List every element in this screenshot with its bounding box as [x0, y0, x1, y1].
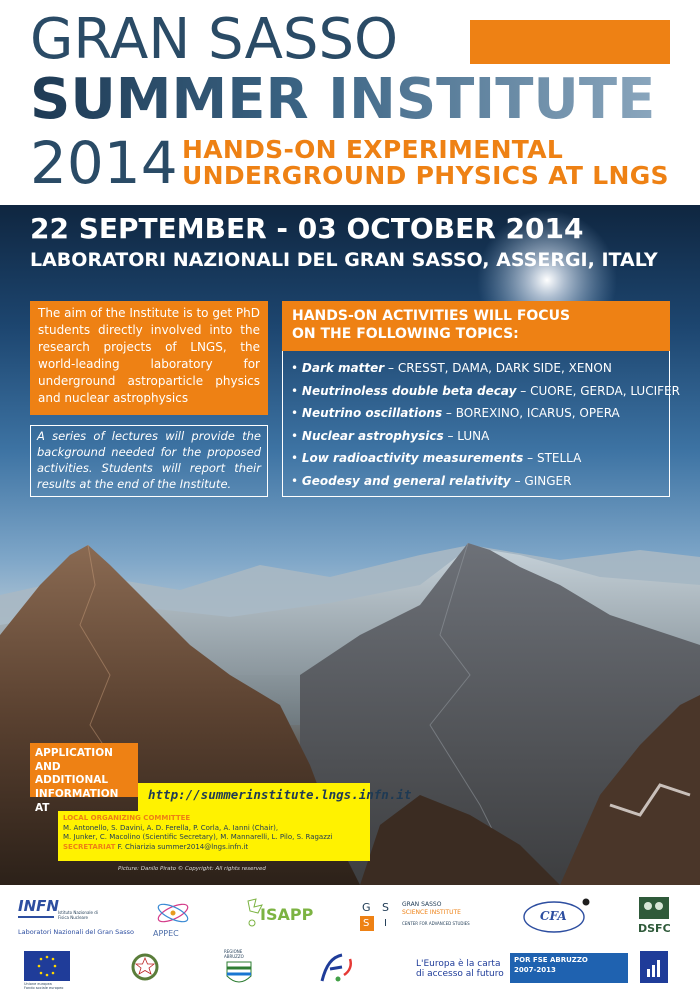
- emblem-icon: [130, 951, 160, 985]
- isapp-logo: [244, 897, 316, 931]
- topic-name: Low radioactivity measurements: [301, 451, 524, 466]
- topics-heading: [282, 301, 670, 351]
- subtitle-line-2: UNDERGROUND PHYSICS AT LNGS: [182, 161, 669, 191]
- lectures-box: A series of lectures will provide the background needed for the proposed activities. Students will report their results at the end of the Institute.: [30, 425, 268, 497]
- secretariat-label: SECRETARIAT: [63, 842, 116, 851]
- dsfc-wordmark: DSFC: [638, 922, 671, 935]
- title-summer-institute: SUMMER INSTITUTE: [30, 67, 656, 132]
- gssi-name-1: GRAN SASSO: [402, 901, 442, 908]
- list-item: • Nuclear astrophysics – LUNA: [291, 428, 490, 443]
- secretariat-contact: F. Chiarizia summer2014@lngs.infn.it: [117, 842, 249, 851]
- por-label-2: 2007-2013: [514, 966, 556, 974]
- institute-url-link[interactable]: http://summerinstitute.lngs.infn.it: [148, 787, 412, 802]
- topic-name: Nuclear astrophysics: [301, 428, 444, 443]
- subtitle: [182, 137, 669, 190]
- infn-logo: [18, 897, 134, 939]
- eu-logo: [24, 951, 70, 991]
- gssi-name-3: CENTER FOR ADVANCED STUDIES: [402, 921, 470, 926]
- application-label-box: [30, 743, 138, 814]
- cfa-wordmark: CFA: [540, 909, 567, 923]
- gssi-letter: G: [362, 901, 371, 914]
- topics-heading-line-1: HANDS-ON ACTIVITIES WILL FOCUS: [292, 308, 571, 324]
- event-venue: LABORATORI NAZIONALI DEL GRAN SASSO, ASSERGI, ITALY: [30, 249, 658, 271]
- url-box: [138, 783, 412, 811]
- europa-slogan-1: L'Europa è la carta: [416, 959, 501, 969]
- topic-experiments: LUNA: [457, 428, 490, 443]
- application-label-2: AND ADDITIONAL: [35, 760, 109, 787]
- topics-list: [282, 351, 680, 497]
- list-item: • Geodesy and general relativity – GINGER: [291, 473, 572, 488]
- topic-experiments: BOREXINO, ICARUS, OPERA: [455, 406, 620, 421]
- topic-name: Neutrino oscillations: [301, 406, 443, 421]
- eu-flag-icon: [24, 951, 70, 981]
- dsfc-logo: [638, 897, 672, 941]
- appec-icon: [148, 899, 198, 927]
- isapp-wordmark: ISAPP: [260, 905, 314, 924]
- gssi-letter: I: [384, 918, 387, 929]
- topic-name: Geodesy and general relativity: [301, 473, 511, 488]
- topic-experiments: STELLA: [536, 451, 582, 466]
- europa-slogan: [416, 959, 508, 985]
- topics-heading-line-2: ON THE FOLLOWING TOPICS:: [292, 326, 519, 343]
- topic-name: Neutrinoless double beta decay: [301, 383, 517, 398]
- cfa-logo: [520, 897, 592, 935]
- organizing-committee: [58, 811, 370, 861]
- header-orange-bar: [470, 20, 670, 64]
- regione-label-2: ABRUZZO: [224, 954, 244, 959]
- title-year: 2014: [30, 129, 178, 197]
- europa-slogan-2: di accesso al futuro: [416, 969, 504, 980]
- list-item: • Neutrino oscillations – BOREXINO, ICARUS, OPERA: [291, 406, 620, 421]
- list-item: • Low radioactivity measurements – STELLA: [291, 451, 582, 466]
- infn-wordmark: INFN: [18, 897, 59, 915]
- topic-experiments: CUORE, GERDA, LUCIFER: [530, 383, 680, 398]
- infn-fullname: Istituto Nazionale di Fisica Nucleare: [58, 910, 98, 920]
- gssi-logo: [360, 899, 480, 939]
- gssi-letter: S: [382, 901, 389, 914]
- sponsor-logos: [0, 885, 700, 997]
- regione-shield-icon: [225, 960, 253, 988]
- fse-icon: [316, 951, 358, 985]
- lngs-name: Laboratori Nazionali del Gran Sasso: [18, 928, 134, 936]
- committee-label: LOCAL ORGANIZING COMMITTEE: [63, 814, 191, 822]
- gssi-name-2: SCIENCE INSTITUTE: [402, 909, 461, 916]
- photo-credit: Picture: Danilo Pirato © Copyright: All rights reserved: [118, 866, 266, 872]
- fse-logo: [316, 951, 358, 985]
- title-gran-sasso: GRAN SASSO: [30, 7, 399, 72]
- list-item: • Dark matter – CRESST, DAMA, DARK SIDE, XENON: [291, 361, 612, 375]
- regione-abruzzo-logo: [222, 949, 256, 989]
- por-fse-abruzzo-logo: [510, 951, 670, 987]
- appec-wordmark: APPEC: [153, 929, 179, 938]
- italian-republic-emblem: [130, 951, 160, 985]
- committee-members-2: M. Junker, C. Macolino (Scientific Secretary), M. Mannarelli, L. Pilo, S. Ragazzi: [63, 833, 333, 842]
- mountain-hero: [0, 205, 700, 885]
- gssi-letter: S: [363, 918, 370, 929]
- por-label-1: POR FSE ABRUZZO: [514, 956, 588, 964]
- topic-experiments: CRESST, DAMA, DARK SIDE, XENON: [397, 361, 612, 375]
- application-label-1: APPLICATION: [35, 747, 113, 759]
- event-dates: 22 SEPTEMBER - 03 OCTOBER 2014: [30, 212, 584, 245]
- subtitle-line-1: HANDS-ON EXPERIMENTAL: [182, 135, 564, 164]
- appec-logo: [148, 899, 198, 941]
- aim-box: The aim of the Institute is to get PhD students directly involved into the research projects of LNGS, the world-leading laboratory for underground astroparticle physics and nuclear astrophysics: [30, 301, 268, 415]
- topic-name: Dark matter: [301, 361, 385, 375]
- poster-header: [0, 0, 700, 205]
- list-item: • Neutrinoless double beta decay – CUORE, GERDA, LUCIFER: [291, 383, 680, 398]
- committee-members-1: M. Antonello, S. Davini, A. D. Ferella, P. Corla, A. Ianni (Chair),: [63, 823, 279, 832]
- topic-experiments: GINGER: [524, 473, 572, 488]
- regione-label-1: REGIONE: [224, 949, 243, 954]
- application-label-3: INFORMATION AT: [35, 787, 119, 814]
- eu-label-1: Unione europea: [24, 982, 52, 986]
- bar-chart-icon: [646, 959, 662, 977]
- eu-label-2: Fondo sociale europeo: [24, 986, 64, 990]
